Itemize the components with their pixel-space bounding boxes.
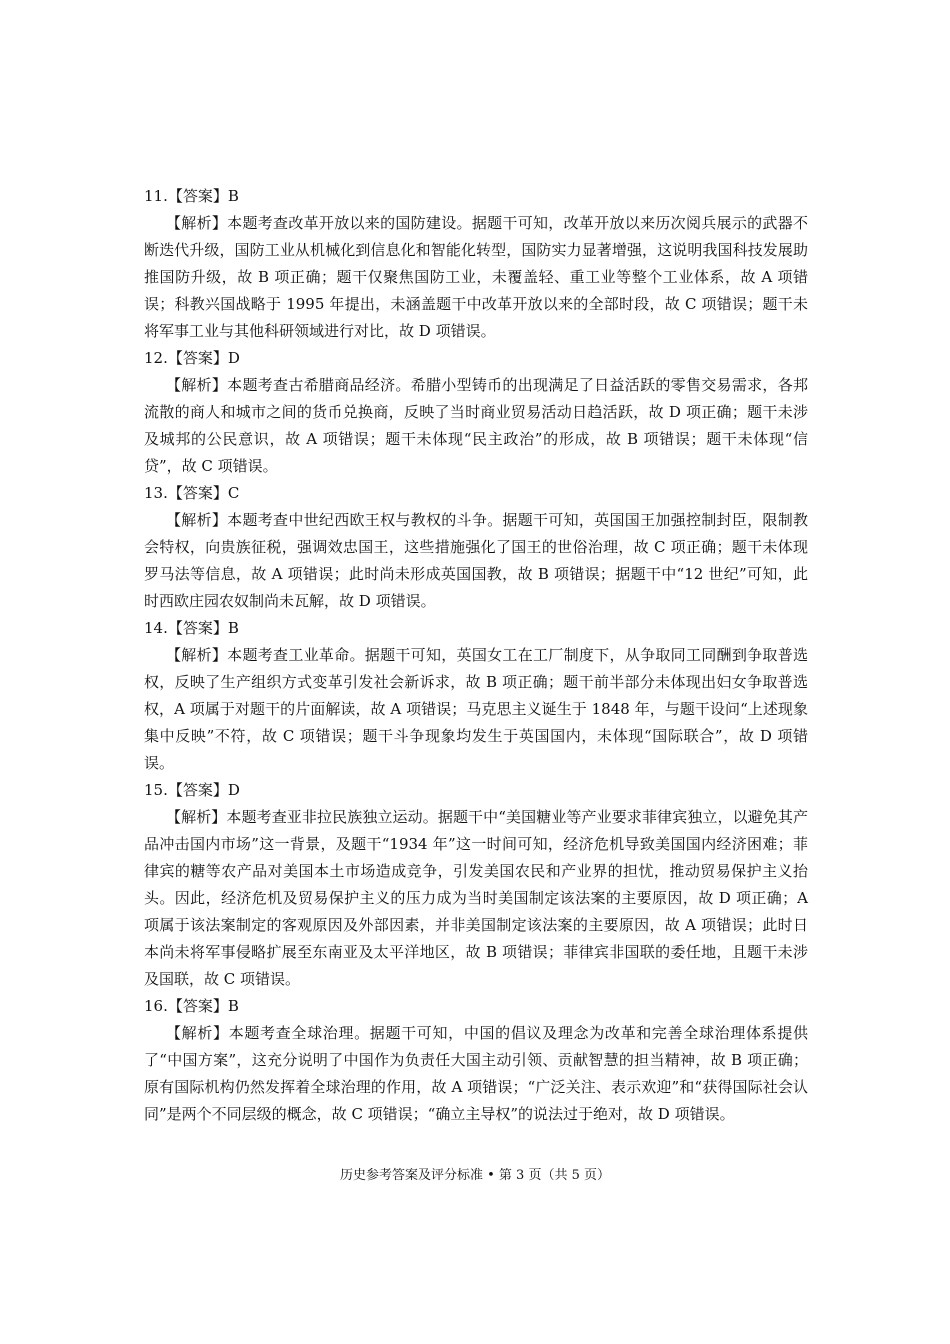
analysis-paragraph: 【解析】本题考查亚非拉民族独立运动。据题干中“美国糖业等产业要求菲律宾独立，以避免其产品冲击国内市场”这一背景，及题干“1934 年”这一时间可知，经济危机导致美国国内经济困难；菲律宾的糖等农产品对美国本土市场造成竞争，引发美国农民和产业界的担忧，推动贸易保护主义抬头。因此，经济危机及贸易保护主义的压力成为当时美国制定该法案的主要原因，故 D 项正确；A 项属于该法案制定的客观原因及外部因素，并非美国制定该法案的主要原因，故 A 项错误；此时日本尚未将军事侵略扩展至东南亚及太平洋地区，故 B 项错误；菲律宾非国联的委任地，且题干未涉及国联，故 C 项错误。 [144, 808, 808, 988]
question-13 [144, 480, 808, 615]
analysis-paragraph: 【解析】本题考查工业革命。据题干可知，英国女工在工厂制度下，从争取同工同酬到争取普选权，反映了生产组织方式变革引发社会新诉求，故 B 项正确；题干前半部分未体现出妇女争取普选权，A 项属于对题干的片面解读，故 A 项错误；马克思主义诞生于 1848 年，与题干设问“上述现象集中反映”不符，故 C 项错误；题干斗争现象均发生于英国国内，未体现“国际联合”，故 D 项错误。 [144, 646, 808, 772]
answer-heading: 11.【答案】B [144, 187, 239, 205]
page-footer: 历史参考答案及评分标准 • 第 3 页（共 5 页） [339, 1168, 610, 1183]
question-14 [144, 615, 808, 777]
analysis-paragraph: 【解析】本题考查中世纪西欧王权与教权的斗争。据题干可知，英国国王加强控制封臣，限制教会特权，向贵族征税，强调效忠国王，这些措施强化了国王的世俗治理，故 C 项正确；题干未体现罗马法等信息，故 A 项错误；此时尚未形成英国国教，故 B 项错误；据题干中“12 世纪”可知，此时西欧庄园农奴制尚未瓦解，故 D 项错误。 [144, 511, 808, 610]
question-11 [144, 183, 808, 345]
answer-heading: 16.【答案】B [144, 997, 239, 1015]
answer-heading: 15.【答案】D [144, 781, 240, 799]
answer-content [144, 183, 808, 1128]
question-12 [144, 345, 808, 480]
analysis-paragraph: 【解析】本题考查改革开放以来的国防建设。据题干可知，改革开放以来历次阅兵展示的武器不断迭代升级，国防工业从机械化到信息化和智能化转型，国防实力显著增强，这说明我国科技发展助推国防升级，故 B 项正确；题干仅聚焦国防工业，未覆盖轻、重工业等整个工业体系，故 A 项错误；科教兴国战略于 1995 年提出，未涵盖题干中改革开放以来的全部时段，故 C 项错误；题干未将军事工业与其他科研领域进行对比，故 D 项错误。 [144, 214, 808, 340]
answer-heading: 12.【答案】D [144, 349, 240, 367]
answer-heading: 13.【答案】C [144, 484, 240, 502]
question-15 [144, 777, 808, 993]
analysis-paragraph: 【解析】本题考查全球治理。据题干可知，中国的倡议及理念为改革和完善全球治理体系提供了“中国方案”，这充分说明了中国作为负责任大国主动引领、贡献智慧的担当精神，故 B 项正确；原有国际机构仍然发挥着全球治理的作用，故 A 项错误；“广泛关注、表示欢迎”和“获得国际社会认同”是两个不同层级的概念，故 C 项错误；“确立主导权”的说法过于绝对，故 D 项错误。 [144, 1024, 808, 1123]
question-16 [144, 993, 808, 1128]
analysis-paragraph: 【解析】本题考查古希腊商品经济。希腊小型铸币的出现满足了日益活跃的零售交易需求，各邦流散的商人和城市之间的货币兑换商，反映了当时商业贸易活动日趋活跃，故 D 项正确；题干未涉及城邦的公民意识，故 A 项错误；题干未体现“民主政治”的形成，故 B 项错误；题干未体现“信贷”，故 C 项错误。 [144, 376, 808, 475]
answer-heading: 14.【答案】B [144, 619, 239, 637]
